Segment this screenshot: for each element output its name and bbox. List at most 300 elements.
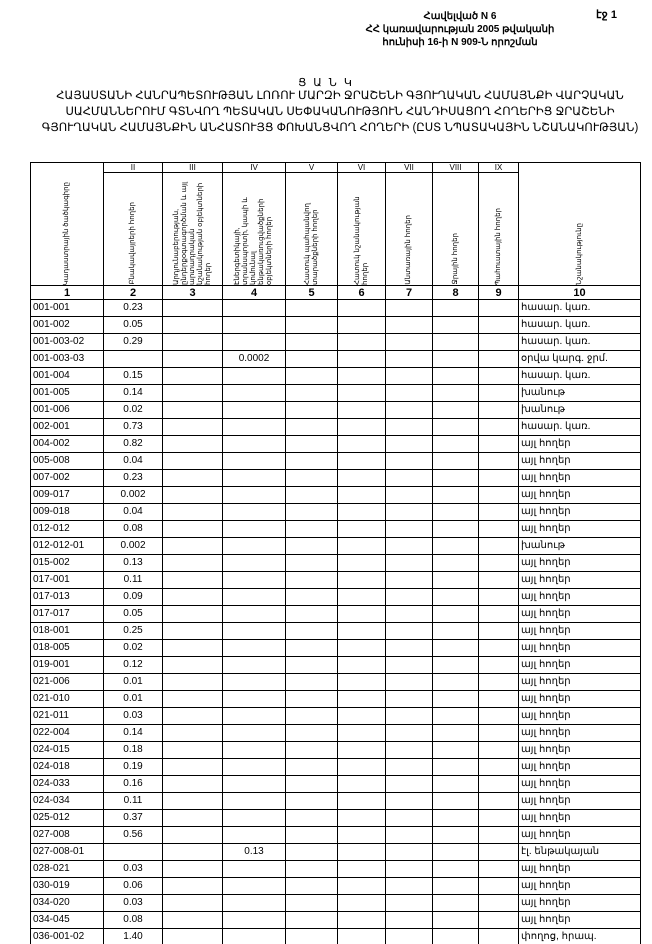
infrastructure-land-area [223, 912, 286, 929]
empty-cell [163, 351, 223, 368]
empty-cell [386, 385, 433, 402]
empty-cell [479, 929, 519, 944]
empty-cell [163, 878, 223, 895]
empty-cell [433, 436, 479, 453]
table-row [31, 691, 641, 708]
residential-land-area: 0.18 [104, 742, 163, 759]
empty-cell [386, 572, 433, 589]
infrastructure-land-area [223, 759, 286, 776]
empty-cell [386, 691, 433, 708]
empty-cell [338, 929, 386, 944]
land-purpose: այլ հողեր [519, 436, 641, 453]
infrastructure-land-area [223, 657, 286, 674]
land-purpose: այլ հողեր [519, 555, 641, 572]
residential-land-area [104, 844, 163, 861]
empty-cell [479, 912, 519, 929]
column-header [31, 163, 104, 286]
empty-cell [479, 368, 519, 385]
empty-cell [286, 708, 338, 725]
empty-cell [433, 487, 479, 504]
empty-cell [338, 861, 386, 878]
empty-cell [479, 606, 519, 623]
land-table [30, 162, 641, 944]
land-purpose: հասար. կառ. [519, 419, 641, 436]
empty-cell [433, 521, 479, 538]
column-header [338, 173, 386, 286]
land-purpose: այլ հողեր [519, 674, 641, 691]
empty-cell [338, 793, 386, 810]
empty-cell [163, 759, 223, 776]
roman-numeral: V [286, 163, 338, 173]
land-purpose: այլ հողեր [519, 878, 641, 895]
empty-cell [433, 827, 479, 844]
table-row [31, 385, 641, 402]
empty-cell [386, 436, 433, 453]
infrastructure-land-area [223, 878, 286, 895]
column-number: 9 [479, 286, 519, 300]
decree-line-2: հունիսի 16-ի N 909-Ն որոշման [382, 37, 538, 48]
land-purpose: այլ հողեր [519, 572, 641, 589]
empty-cell [433, 317, 479, 334]
roman-numeral: VI [338, 163, 386, 173]
cadastral-code: 034-020 [31, 895, 104, 912]
empty-cell [338, 827, 386, 844]
roman-numeral: II [104, 163, 163, 173]
land-purpose: հասար. կառ. [519, 317, 641, 334]
empty-cell [386, 368, 433, 385]
empty-cell [338, 674, 386, 691]
empty-cell [286, 623, 338, 640]
roman-numeral: IX [479, 163, 519, 173]
infrastructure-land-area [223, 521, 286, 538]
empty-cell [286, 640, 338, 657]
empty-cell [479, 759, 519, 776]
land-purpose: այլ հողեր [519, 912, 641, 929]
empty-cell [163, 929, 223, 944]
empty-cell [163, 776, 223, 793]
residential-land-area: 0.05 [104, 317, 163, 334]
cadastral-code: 027-008-01 [31, 844, 104, 861]
residential-land-area: 0.04 [104, 453, 163, 470]
empty-cell [386, 351, 433, 368]
empty-cell [163, 555, 223, 572]
infrastructure-land-area [223, 436, 286, 453]
empty-cell [433, 385, 479, 402]
cadastral-code: 021-006 [31, 674, 104, 691]
column-header [223, 173, 286, 286]
empty-cell [479, 317, 519, 334]
land-purpose: այլ հողեր [519, 827, 641, 844]
infrastructure-land-area [223, 487, 286, 504]
residential-land-area: 0.11 [104, 793, 163, 810]
residential-land-area: 0.08 [104, 521, 163, 538]
residential-land-area: 0.29 [104, 334, 163, 351]
empty-cell [338, 878, 386, 895]
cadastral-code: 001-001 [31, 300, 104, 317]
residential-land-area: 0.13 [104, 555, 163, 572]
empty-cell [433, 640, 479, 657]
empty-cell [163, 521, 223, 538]
empty-cell [163, 912, 223, 929]
cadastral-code: 025-012 [31, 810, 104, 827]
cadastral-code: 001-004 [31, 368, 104, 385]
residential-land-area: 0.14 [104, 385, 163, 402]
empty-cell [433, 742, 479, 759]
empty-cell [386, 589, 433, 606]
land-purpose: այլ հողեր [519, 606, 641, 623]
empty-cell [163, 861, 223, 878]
empty-cell [163, 572, 223, 589]
empty-cell [286, 453, 338, 470]
column-header [386, 173, 433, 286]
empty-cell [286, 793, 338, 810]
empty-cell [286, 827, 338, 844]
empty-cell [433, 623, 479, 640]
empty-cell [163, 317, 223, 334]
infrastructure-land-area: 0.13 [223, 844, 286, 861]
residential-land-area: 0.14 [104, 725, 163, 742]
empty-cell [386, 742, 433, 759]
table-row [31, 623, 641, 640]
residential-land-area: 1.40 [104, 929, 163, 944]
empty-cell [433, 419, 479, 436]
empty-cell [479, 691, 519, 708]
land-purpose: այլ հողեր [519, 810, 641, 827]
column-header-label: Ջրային հողեր [451, 233, 459, 285]
empty-cell [286, 300, 338, 317]
column-header [433, 173, 479, 286]
table-row [31, 827, 641, 844]
empty-cell [338, 402, 386, 419]
empty-cell [386, 623, 433, 640]
land-purpose: այլ հողեր [519, 793, 641, 810]
column-header [163, 173, 223, 286]
land-purpose: այլ հողեր [519, 470, 641, 487]
empty-cell [338, 436, 386, 453]
empty-cell [386, 725, 433, 742]
empty-cell [163, 385, 223, 402]
table-row [31, 878, 641, 895]
empty-cell [163, 402, 223, 419]
empty-cell [386, 776, 433, 793]
empty-cell [338, 538, 386, 555]
infrastructure-land-area [223, 589, 286, 606]
land-purpose: էլ. ենթակայան [519, 844, 641, 861]
infrastructure-land-area [223, 317, 286, 334]
empty-cell [386, 674, 433, 691]
infrastructure-land-area: 0.0002 [223, 351, 286, 368]
infrastructure-land-area [223, 453, 286, 470]
empty-cell [163, 300, 223, 317]
empty-cell [479, 521, 519, 538]
cadastral-code: 015-002 [31, 555, 104, 572]
residential-land-area: 0.73 [104, 419, 163, 436]
empty-cell [479, 385, 519, 402]
empty-cell [386, 759, 433, 776]
empty-cell [286, 351, 338, 368]
column-header-label: Հատուկ պահպանվող տարածքների հողեր [303, 203, 319, 285]
table-row [31, 606, 641, 623]
decree-line-1: ՀՀ կառավարության 2005 թվականի [365, 24, 555, 35]
empty-cell [338, 504, 386, 521]
empty-cell [433, 334, 479, 351]
empty-cell [386, 334, 433, 351]
residential-land-area: 0.56 [104, 827, 163, 844]
land-purpose: այլ հողեր [519, 776, 641, 793]
empty-cell [433, 793, 479, 810]
cadastral-code: 034-045 [31, 912, 104, 929]
cadastral-code: 030-019 [31, 878, 104, 895]
empty-cell [338, 691, 386, 708]
cadastral-code: 036-001-02 [31, 929, 104, 944]
annex-number: Հավելված N 6 [423, 11, 497, 22]
empty-cell [338, 334, 386, 351]
residential-land-area: 0.19 [104, 759, 163, 776]
residential-land-area: 0.01 [104, 674, 163, 691]
table-row [31, 300, 641, 317]
residential-land-area: 0.01 [104, 691, 163, 708]
empty-cell [386, 878, 433, 895]
empty-cell [386, 810, 433, 827]
residential-land-area: 0.11 [104, 572, 163, 589]
empty-cell [163, 504, 223, 521]
column-header [286, 173, 338, 286]
cadastral-code: 004-002 [31, 436, 104, 453]
empty-cell [163, 895, 223, 912]
empty-cell [479, 402, 519, 419]
empty-cell [163, 419, 223, 436]
empty-cell [163, 742, 223, 759]
empty-cell [386, 470, 433, 487]
empty-cell [433, 368, 479, 385]
land-purpose: այլ հողեր [519, 861, 641, 878]
empty-cell [286, 521, 338, 538]
empty-cell [479, 708, 519, 725]
table-row [31, 419, 641, 436]
empty-cell [433, 402, 479, 419]
cadastral-code: 019-001 [31, 657, 104, 674]
cadastral-code: 028-021 [31, 861, 104, 878]
empty-cell [433, 708, 479, 725]
empty-cell [338, 895, 386, 912]
infrastructure-land-area [223, 776, 286, 793]
empty-cell [163, 657, 223, 674]
table-row [31, 521, 641, 538]
empty-cell [163, 453, 223, 470]
empty-cell [433, 878, 479, 895]
column-number: 10 [519, 286, 641, 300]
empty-cell [386, 861, 433, 878]
empty-cell [338, 521, 386, 538]
empty-cell [479, 623, 519, 640]
list-title: Ց Ա Ն Կ [298, 77, 354, 89]
empty-cell [386, 657, 433, 674]
empty-cell [286, 742, 338, 759]
empty-cell [286, 844, 338, 861]
empty-cell [286, 555, 338, 572]
column-number: 5 [286, 286, 338, 300]
infrastructure-land-area [223, 674, 286, 691]
empty-cell [338, 317, 386, 334]
table-row [31, 742, 641, 759]
empty-cell [433, 759, 479, 776]
infrastructure-land-area [223, 572, 286, 589]
empty-cell [386, 487, 433, 504]
residential-land-area [104, 351, 163, 368]
residential-land-area: 0.03 [104, 708, 163, 725]
empty-cell [386, 912, 433, 929]
empty-cell [386, 317, 433, 334]
empty-cell [479, 487, 519, 504]
empty-cell [479, 640, 519, 657]
empty-cell [433, 691, 479, 708]
empty-cell [433, 572, 479, 589]
residential-land-area: 0.02 [104, 640, 163, 657]
empty-cell [338, 912, 386, 929]
infrastructure-land-area [223, 538, 286, 555]
column-number: 1 [31, 286, 104, 300]
empty-cell [386, 827, 433, 844]
empty-cell [386, 606, 433, 623]
empty-cell [433, 657, 479, 674]
land-purpose: այլ հողեր [519, 453, 641, 470]
empty-cell [338, 759, 386, 776]
empty-cell [338, 708, 386, 725]
infrastructure-land-area [223, 691, 286, 708]
empty-cell [479, 351, 519, 368]
roman-numeral: VIII [433, 163, 479, 173]
table-row [31, 436, 641, 453]
empty-cell [338, 555, 386, 572]
infrastructure-land-area [223, 555, 286, 572]
empty-cell [338, 419, 386, 436]
column-header-label: Պահուստային հողեր [494, 207, 502, 285]
empty-cell [479, 419, 519, 436]
empty-cell [433, 606, 479, 623]
infrastructure-land-area [223, 810, 286, 827]
infrastructure-land-area [223, 827, 286, 844]
empty-cell [286, 810, 338, 827]
column-header [519, 163, 641, 286]
empty-cell [386, 895, 433, 912]
residential-land-area: 0.16 [104, 776, 163, 793]
table-row [31, 555, 641, 572]
infrastructure-land-area [223, 504, 286, 521]
residential-land-area: 0.08 [104, 912, 163, 929]
empty-cell [479, 300, 519, 317]
empty-cell [286, 895, 338, 912]
empty-cell [479, 827, 519, 844]
empty-cell [433, 725, 479, 742]
empty-cell [479, 844, 519, 861]
infrastructure-land-area [223, 929, 286, 944]
empty-cell [286, 657, 338, 674]
infrastructure-land-area [223, 861, 286, 878]
column-number: 3 [163, 286, 223, 300]
cadastral-code: 009-018 [31, 504, 104, 521]
table-row [31, 453, 641, 470]
empty-cell [479, 810, 519, 827]
land-purpose: այլ հողեր [519, 657, 641, 674]
empty-cell [338, 385, 386, 402]
infrastructure-land-area [223, 419, 286, 436]
land-purpose: այլ հողեր [519, 691, 641, 708]
cadastral-code: 024-034 [31, 793, 104, 810]
land-purpose: այլ հողեր [519, 759, 641, 776]
empty-cell [433, 589, 479, 606]
empty-cell [433, 674, 479, 691]
empty-cell [286, 368, 338, 385]
column-number: 7 [386, 286, 433, 300]
table-row [31, 640, 641, 657]
page-number: էջ 1 [596, 9, 617, 21]
table-row [31, 912, 641, 929]
empty-cell [286, 776, 338, 793]
empty-cell [163, 844, 223, 861]
empty-cell [338, 810, 386, 827]
empty-cell [163, 334, 223, 351]
empty-cell [286, 317, 338, 334]
land-purpose: այլ հողեր [519, 640, 641, 657]
empty-cell [286, 759, 338, 776]
column-number: 4 [223, 286, 286, 300]
residential-land-area: 0.05 [104, 606, 163, 623]
infrastructure-land-area [223, 895, 286, 912]
empty-cell [286, 504, 338, 521]
table-row [31, 368, 641, 385]
empty-cell [479, 572, 519, 589]
table-row [31, 351, 641, 368]
empty-cell [386, 504, 433, 521]
empty-cell [286, 436, 338, 453]
empty-cell [386, 793, 433, 810]
empty-cell [338, 351, 386, 368]
empty-cell [433, 300, 479, 317]
empty-cell [479, 878, 519, 895]
cadastral-code: 018-005 [31, 640, 104, 657]
empty-cell [433, 470, 479, 487]
empty-cell [386, 419, 433, 436]
residential-land-area: 0.002 [104, 538, 163, 555]
empty-cell [286, 606, 338, 623]
empty-cell [386, 555, 433, 572]
empty-cell [479, 861, 519, 878]
empty-cell [479, 470, 519, 487]
cadastral-code: 024-018 [31, 759, 104, 776]
table-row [31, 929, 641, 944]
empty-cell [386, 521, 433, 538]
residential-land-area: 0.37 [104, 810, 163, 827]
table-row [31, 793, 641, 810]
cadastral-code: 024-015 [31, 742, 104, 759]
land-purpose: այլ հողեր [519, 487, 641, 504]
empty-cell [479, 725, 519, 742]
land-purpose: խանութ [519, 385, 641, 402]
empty-cell [338, 623, 386, 640]
empty-cell [163, 368, 223, 385]
empty-cell [479, 538, 519, 555]
empty-cell [286, 419, 338, 436]
empty-cell [163, 725, 223, 742]
empty-cell [286, 538, 338, 555]
land-purpose: այլ հողեր [519, 589, 641, 606]
cadastral-code: 001-005 [31, 385, 104, 402]
cadastral-code: 001-002 [31, 317, 104, 334]
empty-cell [163, 793, 223, 810]
infrastructure-land-area [223, 402, 286, 419]
cadastral-code: 009-017 [31, 487, 104, 504]
land-purpose: հասար. կառ. [519, 300, 641, 317]
